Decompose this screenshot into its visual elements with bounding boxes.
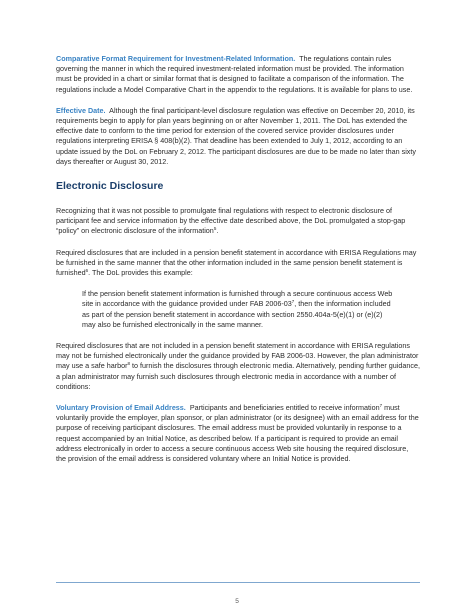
voluntary-email-body-b: must voluntarily provide the employer, plan sponsor, or plan administrator (or its designee) with an email address for the purpose of receiving participant disclosures. The email address must be provided voluntarily in response to a request accompanied by an Initial Notice, as described below. If a participant is required to provide an email address electronically in order to access a secure continuous access Web site housing the required disclosure, the provision of the email address is considered voluntary where an Initial Notice is provided. (56, 403, 419, 464)
footnote-ref-7-quote: 7 (291, 299, 295, 305)
comparative-format-paragraph (56, 54, 420, 95)
effective-date-body: Although the final participant-level disclosure regulation was effective on December 20, 2010, its requirements begin to apply for plan years beginning on or after November 1, 2011. The DoL has extended the effective date to conform to the time period for extension of the covered service provider disclosures under regulations interpreting ERISA § 408(b)(2). That deadline has been extended to July 1, 2012, according to an update issued by the DoL on February 2, 2012. The participant disclosures are due to be made no later than sixty days thereafter or August 30, 2012. (56, 105, 416, 166)
electronic-disclosure-paragraph-3 (56, 341, 420, 392)
page-number: 5 (235, 598, 239, 605)
paragraph-3-text-a: Required disclosures that are not included in a pension benefit statement in accordance with ERISA regulations may not be furnished electronically under the guidance provided by FAB 2006-03. However, the plan administrator may use a safe harbor (56, 341, 419, 371)
electronic-disclosure-pension-statement (56, 248, 420, 279)
comparative-format-section (56, 54, 420, 95)
quote-text-a: If the pension benefit statement information is furnished through a secure continuous access Web site in accordance with the guidance provided under FAB 2006-03 (82, 289, 393, 309)
document-page (56, 54, 420, 475)
voluntary-email-paragraph (56, 403, 420, 464)
effective-date-paragraph (56, 106, 420, 167)
comparative-format-body: The regulations contain rules governing the manner in which the required investment-related information must be provided. The information must be provided in a chart or similar format that is designed to facilitate a comparison of the information. The regulations include a Model Comparative Chart in the appendix to the regulations. It is available for plans to use. (56, 54, 413, 94)
footnote-ref-8: 8 (127, 361, 131, 367)
effective-date-heading: Effective Date. (56, 105, 106, 115)
dol-example-quote (82, 289, 394, 330)
paragraph-3-text-b: to furnish the disclosures through electronic media. Alternatively, pending further guidance, a plan administrator may furnish such disclosures through electronic media in accordance with a number of conditions: (56, 361, 420, 391)
footnote-ref-6: 6 (85, 268, 89, 274)
electronic-disclosure-paragraph-1: Recognizing that it was not possible to promulgate final regulations with respect to electronic disclosure of participant fee and service information by the effective date described above, the DoL promulgated a stop-gap “policy” on electronic disclosure of the information$^5$. (56, 206, 406, 236)
quote-text-b: , then the information included as part of the pension benefit statement in accordance with section 2550.404a-5(e)(1) or (e)(2) may also be furnished electronically in the same manner. (82, 299, 391, 329)
electronic-disclosure-paragraph-2 (56, 248, 420, 279)
footer-divider (56, 582, 420, 583)
paragraph-2-text: Required disclosures that are included in a pension benefit statement in accordance with ERISA Regulations may be furnished in the same manner that the other information included in the same pension benefit statement is furnished (56, 247, 417, 278)
effective-date-section (56, 106, 420, 167)
comparative-format-heading: Comparative Format Requirement for Investment-Related Information. (56, 54, 296, 63)
electronic-disclosure-not-included (56, 341, 420, 392)
paragraph-2-tail: . The DoL provides this example: (88, 268, 193, 278)
voluntary-email-section (56, 403, 420, 464)
electronic-disclosure-title: Electronic Disclosure (56, 180, 164, 193)
quote-paragraph (82, 289, 394, 330)
paragraph-1-text: Recognizing that it was not possible to promulgate final regulations with respect to electronic disclosure of participant fee and service information by the effective date described above, the DoL promulgated a stop-gap “policy” on electronic disclosure of the information (56, 206, 406, 236)
electronic-disclosure-intro (56, 206, 420, 237)
footnote-ref-7: 7 (379, 403, 383, 409)
voluntary-email-body-a: Participants and beneficiaries entitled to receive information (189, 403, 380, 413)
voluntary-email-heading: Voluntary Provision of Email Address. (56, 403, 186, 413)
footnote-ref-5: 5 (213, 226, 217, 232)
